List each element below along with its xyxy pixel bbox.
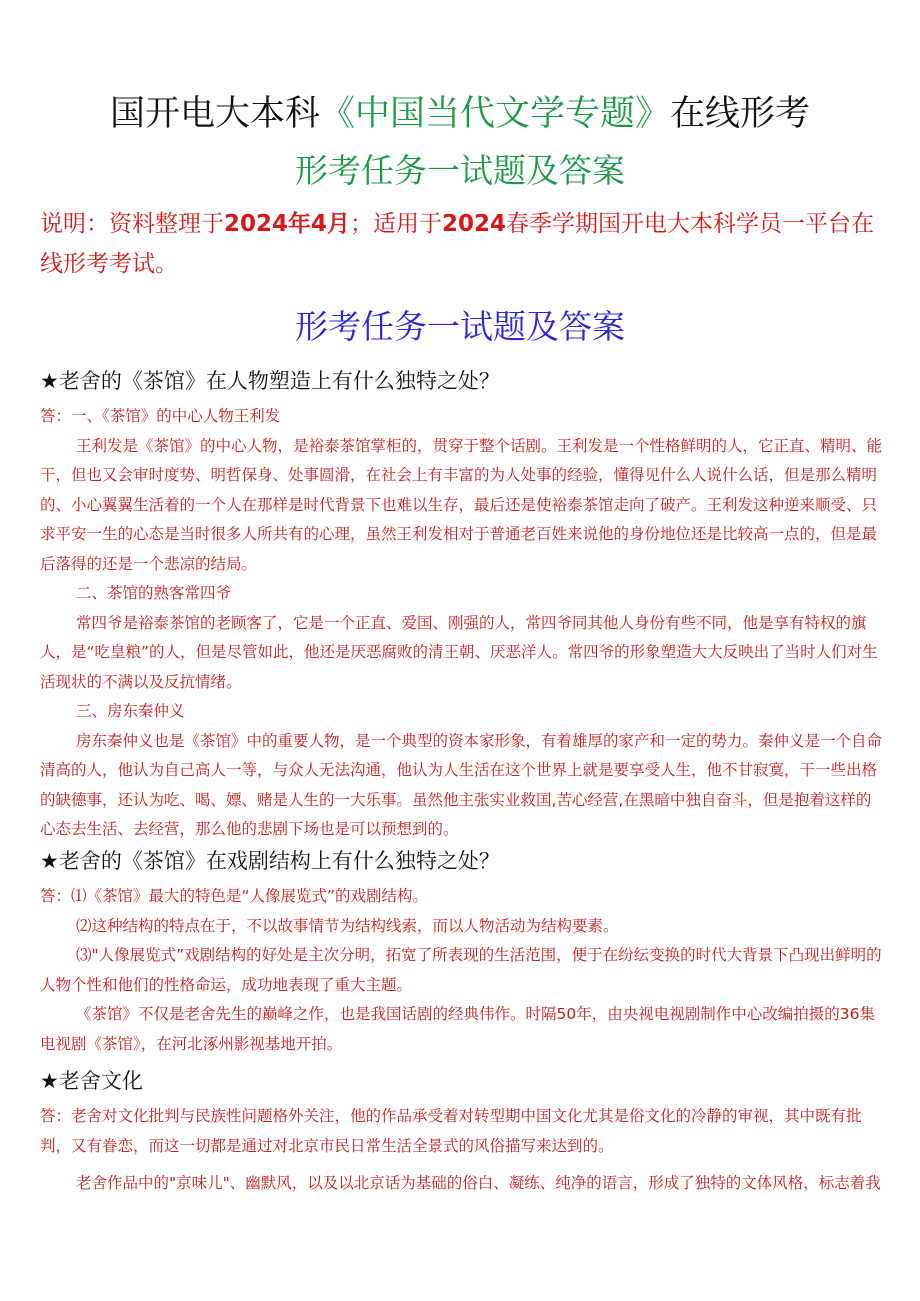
answer-paragraph: 答：老舍对文化批判与民族性问题格外关注，他的作品承受着对转型期中国文化尤其是俗文化的冷静的审视，其中既有批判，又有眷恋，而这一切都是通过对北京市民日常生活全景式的风俗描写来达到的。 <box>40 1107 862 1155</box>
answer-paragraph: ⑶"人像展览式”戏剧结构的好处是主次分明，拓宽了所表现的生活范围，便于在纷纭变换的时代大背景下凸现出鲜明的人物个性和他们的性格命运，成功地表现了重大主题。 <box>40 946 882 994</box>
note-text-3: 春季学期国开电大本科学员一平台在线形考考试。 <box>40 211 875 277</box>
answer-paragraph: 常四爷是裕泰茶馆的老顾客了，它是一个正直、爱国、刚强的人，常四爷同其他人身份有些不同，他是享有特权的旗人，是“吃皇粮”的人，但是尽管如此，他还是厌恶腐败的清王朝、厌恶洋人。常四爷的形象塑造大大反映出了当时人们对生活现状的不满以及反抗情绪。 <box>40 613 878 691</box>
answer-line: ⑵这种结构的特点在于，不以故事情节为结构线索，而以人物活动为结构要素。 <box>76 916 619 935</box>
answer-paragraph: 房东秦仲义也是《茶馆》中的重要人物，是一个典型的资本家形象，有着雄厚的家产和一定的势力。秦仲义是一个自命清高的人，他认为自己高人一等，与众人无法沟通，他认为人生活在这个世界上就是要享受人生，他不甘寂寞，干一些出格的缺德事，还认为吃、喝、嫖、赌是人生的一大乐事。虽然他主张实业救国,苦心经营,在黑暗中独自奋斗，但是抱着这样的心态去生活、去经营，那么他的悲剧下场也是可以预想到的。 <box>40 731 883 838</box>
answer-subheading: 三、房东秦仲义 <box>76 702 185 720</box>
document-title <box>0 92 920 136</box>
question-heading: ★老舍的《茶馆》在戏剧结构上有什么独特之处？ <box>40 849 500 873</box>
note-paragraph <box>40 204 880 284</box>
answer-block <box>40 1102 885 1199</box>
answer-subheading: 二、茶馆的熟客常四爷 <box>76 584 232 602</box>
note-date: 2024年4月 <box>224 211 351 237</box>
question-heading: ★老舍的《茶馆》在人物塑造上有什么独特之处？ <box>40 369 500 393</box>
answer-paragraph: 《茶馆》不仅是老舍先生的巅峰之作，也是我国话剧的经典伟作。时隔50年，由央视电视剧制作中心改编拍摄的36集电视剧《茶馆》，在河北涿州影视基地开拍。 <box>40 1005 875 1053</box>
note-year: 2024 <box>442 211 507 237</box>
course-name: 《中国当代文学专题》 <box>319 94 670 134</box>
note-text-1: 说明：资料整理于 <box>40 211 224 237</box>
answer-line: 答：⑴《茶馆》最大的特色是“人像展览式”的戏剧结构。 <box>40 887 429 905</box>
answer-block <box>40 402 885 845</box>
answer-block <box>40 882 885 1059</box>
title-suffix: 在线形考 <box>670 94 811 134</box>
answer-paragraph: 王利发是《茶馆》的中心人物，是裕泰茶馆掌柜的，贯穿于整个话剧。王利发是一个性格鲜明的人，它正直、精明、能干，但也又会审时度势、明哲保身、处事圆滑，在社会上有丰富的为人处事的经验，懂得见什么人说什么话，但是那么精明的、小心翼翼生活着的一个人在那样是时代背景下也难以生存，最后还是使裕泰茶馆走向了破产。王利发这种逆来顺受、只求平安一生的心态是当时很多人所共有的心理，虽然王利发相对于普通老百姓来说他的身份地位还是比较高一点的，但是最后落得的还是一个悲凉的结局。 <box>40 436 883 573</box>
question-heading: ★老舍文化 <box>40 1069 143 1093</box>
answer-line: 答：一、《茶馆》的中心人物王利发 <box>40 407 281 425</box>
answer-paragraph: 老舍作品中的"京味儿"、幽默风，以及以北京话为基础的俗白、凝练、纯净的语言，形成了独特的文体风格，标志着我 <box>76 1174 881 1192</box>
note-text-2: ；适用于 <box>350 211 443 237</box>
document-subtitle: 形考任务一试题及答案 <box>295 151 625 190</box>
section-title: 形考任务一试题及答案 <box>295 307 625 346</box>
title-prefix: 国开电大本科 <box>109 94 320 134</box>
